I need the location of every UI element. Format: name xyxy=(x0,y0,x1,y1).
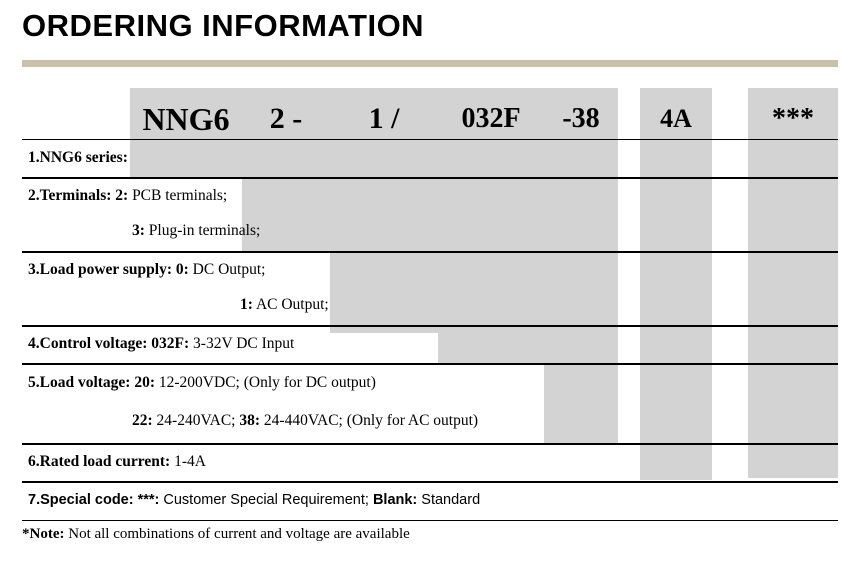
row-special-code-blank-label: Blank: xyxy=(372,492,418,508)
row-rated-load-current-value: 1-4A xyxy=(170,453,206,470)
row-terminals-value-1: PCB terminals; xyxy=(128,187,228,204)
row-load-voltage-sublabel-22: 22: xyxy=(132,412,153,429)
row-terminals-sublabel: 3: xyxy=(132,222,145,239)
row-load-power-supply-value-2: AC Output; xyxy=(252,296,329,313)
row-terminals xyxy=(22,177,838,253)
row-load-voltage xyxy=(22,363,838,445)
row-load-power-supply-label: 3.Load power supply: 0: xyxy=(28,261,189,278)
row-series xyxy=(22,139,838,179)
code-segment-series: NNG6 xyxy=(130,88,242,150)
row-load-voltage-sublabel-38: 38: xyxy=(239,412,261,429)
row-control-voltage-value: 3-32V DC Input xyxy=(189,335,295,352)
code-segment-load-voltage: -38 xyxy=(544,88,618,150)
row-load-power-supply-sublabel: 1: xyxy=(240,296,253,313)
row-special-code xyxy=(22,481,838,521)
row-rated-load-current-label: 6.Rated load current: xyxy=(28,453,171,470)
code-segment-terminals: 2 - xyxy=(242,88,330,150)
code-segment-load-supply: 1 / xyxy=(330,88,438,150)
footnote-label: *Note: xyxy=(22,526,65,542)
code-segment-special-code: *** xyxy=(748,88,838,150)
row-load-power-supply xyxy=(22,251,838,327)
row-load-voltage-value-1: 12-200VDC; (Only for DC output) xyxy=(155,374,376,391)
page-title: ORDERING INFORMATION xyxy=(22,8,425,43)
footnote xyxy=(22,526,410,543)
row-terminals-label: 2.Terminals: 2: xyxy=(28,187,129,204)
code-segment-rated-current: 4A xyxy=(640,88,712,150)
row-special-code-label: 7.Special code: ***: xyxy=(28,492,160,508)
row-control-voltage xyxy=(22,325,838,365)
footnote-text: Not all combinations of current and voltage are available xyxy=(64,526,410,542)
row-control-voltage-label: 4.Control voltage: 032F: xyxy=(28,335,190,352)
row-rated-load-current xyxy=(22,443,838,483)
code-segment-control-voltage: 032F xyxy=(438,88,544,150)
row-load-voltage-value-38: 24-440VAC; (Only for AC output) xyxy=(260,412,479,429)
row-load-voltage-label: 5.Load voltage: 20: xyxy=(28,374,156,391)
row-special-code-value-2: Standard xyxy=(417,492,481,508)
row-load-power-supply-value-1: DC Output; xyxy=(188,261,266,278)
row-special-code-value-1: Customer Special Requirement; xyxy=(159,492,373,508)
row-terminals-value-2: Plug-in terminals; xyxy=(144,222,261,239)
row-series-label: 1.NNG6 series: xyxy=(28,149,128,166)
title-divider xyxy=(22,60,838,67)
row-load-voltage-value-22: 24-240VAC; xyxy=(152,412,240,429)
